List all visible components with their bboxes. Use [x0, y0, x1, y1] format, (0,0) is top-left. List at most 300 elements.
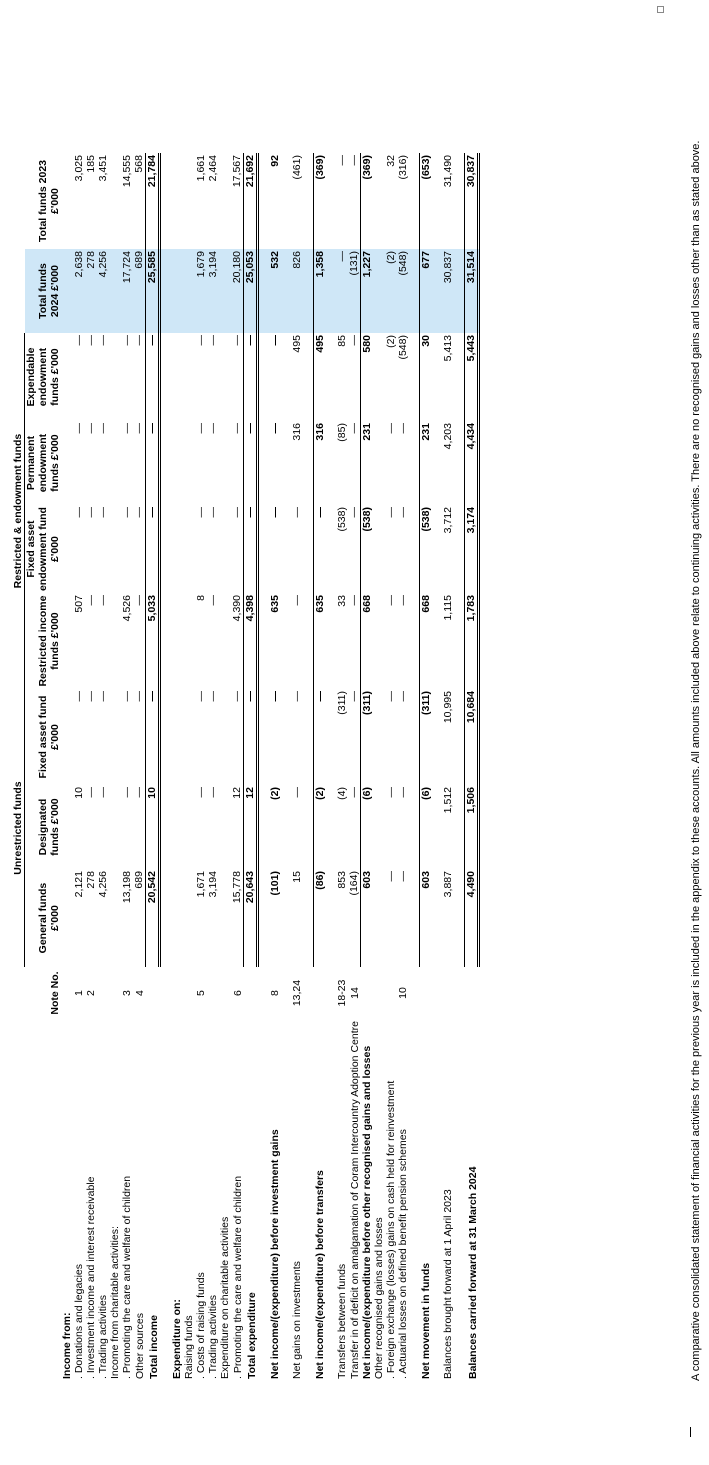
row-label: Net gains on investments: [291, 1261, 303, 1379]
cell-expendable-endow: 85: [336, 335, 348, 347]
cell-designated: [109, 785, 121, 869]
table-row: [219, 153, 231, 1381]
table-row: [121, 153, 133, 1381]
cell-fixed-endow: [109, 505, 121, 593]
cell-fixed-asset: —: [348, 691, 360, 702]
table-row: [465, 153, 479, 1381]
row-note-number: [207, 967, 219, 1019]
cell-total2024: 20,180: [231, 249, 244, 333]
row-label: Balances carried forward at 31 March 2024: [466, 1166, 479, 1379]
cell-permanent-endow: —: [207, 423, 219, 434]
cell-designated: —: [348, 787, 360, 798]
cell-expendable-endow: 580: [361, 333, 374, 421]
cell-restricted-income: —: [291, 595, 303, 606]
cell-designated: —: [121, 787, 133, 798]
cell-total2024: 3,194: [207, 249, 219, 333]
cell-general: [373, 869, 385, 967]
cell-expendable-endow: —: [207, 335, 219, 346]
column-header-restricted-income: Restricted income funds £'000: [37, 595, 61, 687]
table-row: [171, 153, 183, 1381]
row-note-number: [385, 967, 397, 1019]
cell-permanent-endow: [373, 421, 385, 505]
spacer-row: [454, 153, 465, 1381]
cell-total2023: 30,837: [465, 153, 479, 249]
cell-fixed-asset: 10,995: [442, 691, 454, 724]
row-label: Income from charitable activities:: [109, 1226, 121, 1379]
cell-total2023: 17,567: [231, 155, 243, 188]
cell-general: 15,778: [231, 871, 243, 904]
cell-total2024: (548): [397, 249, 409, 333]
table-row: [442, 153, 454, 1381]
cell-expendable-endow: —: [195, 335, 207, 346]
row-note-number: [244, 967, 258, 1019]
cell-fixed-asset: —: [385, 691, 397, 702]
row-note-number: [97, 967, 109, 1019]
cell-fixed-endow: —: [231, 507, 243, 518]
cell-fixed-asset: —: [291, 691, 303, 702]
cell-general: 2,121: [73, 871, 85, 898]
cell-total2023: 568: [133, 155, 145, 173]
cell-permanent-endow: —: [397, 423, 409, 434]
row-label: Transfers between funds: [336, 1263, 348, 1379]
row-note-number: 13,24: [291, 979, 303, 1007]
cell-designated: —: [207, 787, 219, 798]
cell-fixed-asset: —: [231, 691, 243, 702]
row-label: Transfer in of deficit on amalgamation of Coram Intercountry Adoption Centre: [348, 1021, 361, 1379]
row-label: Total expenditure: [245, 1292, 258, 1379]
cell-total2024: [373, 249, 385, 333]
cell-designated: (4): [336, 787, 348, 800]
cell-general: [171, 869, 183, 967]
cell-designated: [183, 785, 195, 869]
row-note-number: [314, 967, 327, 1019]
corner-marker: [657, 6, 664, 13]
cell-expendable-endow: 495: [314, 333, 327, 421]
cell-fixed-asset: —: [85, 691, 97, 702]
cell-designated: 10: [146, 785, 160, 869]
row-label: Income from:: [61, 1312, 73, 1379]
cell-fixed-asset: [61, 689, 73, 785]
cell-fixed-endow: (538): [361, 505, 374, 593]
row-note-number: [465, 967, 479, 1019]
cell-fixed-endow: 3,174: [465, 505, 479, 593]
cell-designated: (6): [361, 785, 374, 869]
cell-total2023: 31,490: [442, 155, 454, 188]
cell-restricted-income: 4,390: [231, 595, 243, 622]
row-label: Total income: [147, 1315, 160, 1379]
row-label: Expenditure on:: [171, 1299, 183, 1379]
cell-restricted-income: 4,526: [121, 595, 133, 622]
cell-restricted-income: —: [207, 595, 219, 606]
cell-total2024: [61, 249, 73, 333]
cell-total2024: [219, 249, 231, 333]
cell-fixed-asset: —: [207, 691, 219, 702]
cell-total2023: (369): [361, 153, 374, 249]
cell-total2024: 1,227: [361, 249, 374, 333]
cell-restricted-income: [61, 593, 73, 689]
cell-total2023: [373, 153, 385, 249]
statement-of-financial-activities-table: [10, 153, 480, 1381]
spacer-row: [409, 153, 420, 1381]
cell-expendable-endow: —: [231, 335, 243, 346]
column-header-label: [25, 1019, 62, 1381]
cell-fixed-endow: —: [244, 505, 258, 593]
cell-fixed-endow: —: [348, 507, 360, 518]
row-label: . Promoting the care and welfare of children: [121, 1175, 133, 1379]
cell-general: [219, 869, 231, 967]
cell-fixed-asset: —: [314, 689, 327, 785]
row-label: . Costs of raising funds: [195, 1272, 207, 1379]
cell-fixed-endow: [219, 505, 231, 593]
table-row: [231, 153, 244, 1381]
row-label: . Trading activities: [207, 1294, 219, 1379]
cell-general: (101): [269, 871, 281, 896]
cell-total2024: 689: [133, 249, 146, 333]
row-note-number: [420, 967, 433, 1019]
cell-general: —: [385, 871, 397, 882]
row-note-number: [361, 967, 374, 1019]
cell-general: [61, 869, 73, 967]
cell-fixed-asset: (311): [420, 689, 433, 785]
cell-restricted-income: 8: [195, 595, 207, 601]
cell-total2024: 30,837: [442, 249, 454, 333]
cell-fixed-endow: —: [195, 507, 207, 518]
table-row: [85, 153, 97, 1381]
cell-total2023: —: [336, 155, 348, 166]
cell-permanent-endow: 231: [420, 421, 433, 505]
cell-general: 13,198: [121, 871, 133, 904]
cell-total2023: 32: [385, 155, 397, 167]
cell-fixed-asset: [219, 689, 231, 785]
cell-fixed-endow: [373, 505, 385, 593]
group-header-row: [10, 153, 25, 1381]
cell-permanent-endow: —: [231, 423, 243, 434]
cell-total2024: 25,585: [146, 249, 160, 333]
table-row: [361, 153, 374, 1381]
spacer-row: [326, 153, 336, 1381]
table-row: [397, 153, 409, 1381]
cell-designated: [171, 785, 183, 869]
cell-restricted-income: [183, 593, 195, 689]
cell-designated: (2): [314, 785, 327, 869]
row-note-number: 6: [231, 990, 244, 996]
cell-designated: —: [397, 787, 409, 798]
cell-permanent-endow: [219, 421, 231, 505]
cell-total2023: 2,464: [207, 155, 219, 182]
cell-fixed-endow: —: [314, 505, 327, 593]
cell-restricted-income: —: [97, 595, 109, 606]
cell-total2023: [183, 153, 195, 249]
row-label: . Foreign exchange (losses) gains on cash held for reinvestment: [385, 1080, 397, 1379]
cell-general: —: [397, 871, 409, 882]
column-header-designated: Designated funds £'000: [37, 798, 61, 856]
row-label: . Trading activities: [97, 1294, 109, 1379]
cell-total2023: —: [348, 155, 360, 166]
cell-general: 853: [336, 871, 348, 889]
cell-total2023: (369): [314, 153, 327, 249]
cell-permanent-endow: [109, 421, 121, 505]
cell-fixed-asset: (311): [336, 691, 348, 715]
row-label: Net income/(expenditure) before investment gains: [269, 1129, 281, 1379]
cell-permanent-endow: 4,434: [465, 421, 479, 505]
cell-restricted-income: [219, 593, 231, 689]
row-note-number: [442, 967, 454, 1019]
column-header-total2023: Total funds 2023 £'000: [37, 160, 61, 243]
cell-total2024: 25,053: [244, 249, 258, 333]
cell-total2024: [171, 249, 183, 333]
cell-permanent-endow: —: [348, 423, 360, 434]
cell-restricted-income: —: [397, 595, 409, 606]
cell-permanent-endow: [171, 421, 183, 505]
cell-expendable-endow: —: [73, 335, 85, 346]
row-label: . Promoting the care and welfare of children: [231, 1175, 244, 1379]
cell-general: [109, 869, 121, 967]
cell-designated: —: [133, 787, 145, 798]
row-note-number: 14: [348, 987, 361, 999]
cell-fixed-asset: (311): [361, 689, 374, 785]
cell-permanent-endow: —: [195, 423, 207, 434]
cell-total2024: 1,358: [314, 249, 327, 333]
table-row: [207, 153, 219, 1381]
cell-total2024: 278: [85, 249, 97, 333]
cell-designated: 10: [73, 787, 85, 799]
table-row: [73, 153, 85, 1381]
cell-designated: —: [85, 787, 97, 798]
table-body: [61, 153, 479, 1381]
group-unrestricted-funds: Unrestricted funds: [10, 689, 25, 967]
cell-expendable-endow: [183, 333, 195, 421]
cell-expendable-endow: —: [269, 335, 281, 346]
cell-general: 20,643: [244, 869, 258, 967]
cell-expendable-endow: —: [121, 335, 133, 346]
cell-general: 603: [420, 869, 433, 967]
cell-restricted-income: 4,398: [244, 593, 258, 689]
row-note-number: [171, 967, 183, 1019]
row-label: Other sources: [133, 1313, 146, 1379]
cell-restricted-income: 507: [73, 595, 85, 613]
column-header-fixed-asset: Fixed asset fund £'000: [37, 695, 61, 779]
cell-expendable-endow: 30: [420, 333, 433, 421]
cell-fixed-asset: [183, 689, 195, 785]
cell-total2023: 21,784: [146, 153, 160, 249]
cell-restricted-income: 33: [336, 595, 348, 607]
cell-restricted-income: 635: [269, 595, 281, 613]
cell-restricted-income: 1,115: [442, 595, 454, 621]
cell-total2023: 1,661: [195, 155, 207, 182]
table-row: [133, 153, 146, 1381]
cell-general: 3,887: [442, 871, 454, 898]
cell-general: 1,671: [195, 871, 207, 898]
cell-restricted-income: 668: [361, 593, 374, 689]
cell-total2024: [109, 249, 121, 333]
cell-fixed-asset: 10,684: [465, 689, 479, 785]
cell-fixed-endow: —: [133, 507, 145, 518]
cell-designated: —: [291, 787, 303, 798]
cell-fixed-endow: —: [73, 507, 85, 518]
column-header-note: Note No.: [49, 971, 61, 1015]
cell-total2023: [61, 153, 73, 249]
cell-restricted-income: —: [133, 595, 145, 606]
cell-restricted-income: —: [85, 595, 97, 606]
row-label: . Investment income and interest receivable: [85, 1176, 97, 1379]
cell-expendable-endow: —: [146, 333, 160, 421]
table-row: [385, 153, 397, 1381]
cell-total2023: 92: [269, 155, 281, 167]
cell-restricted-income: 1,783: [465, 593, 479, 689]
cell-total2024: —: [336, 249, 348, 333]
cell-total2024: 1,679: [195, 249, 207, 333]
cell-expendable-endow: [373, 333, 385, 421]
cell-total2023: 3,025: [73, 155, 85, 182]
cell-general: 20,542: [146, 869, 160, 967]
cell-general: 278: [85, 871, 97, 889]
cell-fixed-endow: —: [146, 505, 160, 593]
row-note-number: [146, 967, 160, 1019]
cell-expendable-endow: —: [97, 335, 109, 346]
cell-restricted-income: [373, 593, 385, 689]
cell-designated: [373, 785, 385, 869]
cell-general: [183, 869, 195, 967]
row-note-number: 1: [73, 990, 85, 996]
row-note-number: 10: [397, 987, 409, 999]
cell-fixed-asset: —: [97, 691, 109, 702]
table-row: [373, 153, 385, 1381]
cell-general: 603: [361, 869, 374, 967]
cell-fixed-endow: —: [121, 507, 133, 518]
cell-permanent-endow: —: [121, 423, 133, 434]
cell-designated: —: [195, 787, 207, 798]
cell-total2023: 185: [85, 155, 97, 173]
cell-fixed-endow: [171, 505, 183, 593]
cell-expendable-endow: (2): [385, 335, 397, 348]
cell-expendable-endow: —: [348, 335, 360, 346]
cell-fixed-asset: —: [133, 691, 145, 702]
cell-fixed-asset: [171, 689, 183, 785]
cell-total2024: [183, 249, 195, 333]
cell-total2024: (2): [385, 249, 397, 333]
cell-permanent-endow: 316: [291, 423, 303, 441]
cell-fixed-endow: —: [269, 507, 281, 518]
table-row: [244, 153, 258, 1381]
cell-fixed-asset: [109, 689, 121, 785]
cell-general: 15: [291, 871, 303, 883]
cell-total2024: 2,638: [73, 249, 85, 333]
cell-restricted-income: [171, 593, 183, 689]
cell-designated: (6): [420, 785, 433, 869]
cell-total2023: (653): [420, 153, 433, 249]
cell-total2024: 677: [420, 249, 433, 333]
cell-fixed-endow: —: [397, 507, 409, 518]
cell-permanent-endow: —: [269, 423, 281, 434]
table-row: [183, 153, 195, 1381]
cell-designated: [219, 785, 231, 869]
footnote: A comparative consolidated statement of financial activities for the previous year is included in the appendix to these accounts. All amounts included above relate to continuing activities. There are no recognised gains and losses other than as stated above.: [690, 140, 702, 1381]
row-label: . Actuarial losses on defined benefit pension schemes: [397, 1129, 409, 1379]
cell-permanent-endow: 231: [361, 421, 374, 505]
cell-fixed-endow: —: [85, 507, 97, 518]
table-row: [348, 153, 361, 1381]
cell-designated: 1,512: [442, 787, 454, 814]
table-row: [314, 153, 327, 1381]
cell-designated: —: [385, 787, 397, 798]
cell-general: (164): [348, 871, 360, 896]
cell-total2023: 3,451: [97, 155, 109, 182]
cell-general: 4,256: [97, 871, 109, 898]
cell-expendable-endow: 495: [291, 335, 303, 353]
cell-expendable-endow: [219, 333, 231, 421]
cell-fixed-endow: [61, 505, 73, 593]
cell-permanent-endow: —: [85, 423, 97, 434]
cell-total2023: (461): [291, 155, 303, 180]
table-row: [420, 153, 433, 1381]
row-label: Net income/(expenditure before other recognised gains and losses: [361, 1045, 373, 1379]
cell-permanent-endow: —: [385, 423, 397, 434]
table-row: [336, 153, 348, 1381]
row-label: . Donations and legacies: [73, 1264, 85, 1379]
cell-total2024: 826: [291, 249, 303, 333]
column-header-row: [25, 153, 62, 1381]
row-label: Net income/(expenditure) before transfers: [314, 1170, 326, 1379]
cell-restricted-income: —: [385, 595, 397, 606]
cell-fixed-asset: —: [269, 691, 281, 702]
spacer-row: [281, 153, 291, 1381]
cell-fixed-asset: —: [121, 691, 133, 702]
cell-total2024: 31,514: [465, 249, 479, 333]
row-note-number: 5: [195, 990, 207, 996]
cell-permanent-endow: —: [244, 421, 258, 505]
cell-expendable-endow: —: [133, 335, 145, 346]
table-row: [109, 153, 121, 1381]
cell-designated: 12: [231, 787, 243, 799]
row-note-number: 4: [133, 990, 146, 996]
cell-fixed-asset: —: [397, 691, 409, 702]
cell-permanent-endow: —: [133, 423, 145, 434]
spacer-row: [432, 153, 442, 1381]
cell-total2023: [219, 153, 231, 249]
table-row: [195, 153, 207, 1381]
cell-fixed-asset: —: [146, 689, 160, 785]
cell-fixed-asset: —: [73, 691, 85, 702]
cell-fixed-asset: —: [244, 689, 258, 785]
cell-expendable-endow: (548): [397, 335, 409, 360]
cell-general: 3,194: [207, 871, 219, 898]
cell-fixed-endow: —: [97, 507, 109, 518]
cell-total2024: (131): [348, 249, 361, 333]
cell-total2024: 17,724: [121, 249, 133, 333]
table-row: [146, 153, 160, 1381]
cell-designated: 12: [244, 785, 258, 869]
cell-general: 689: [133, 871, 145, 889]
column-header-fixed-endow: Fixed asset endowment fund £'000: [25, 507, 61, 592]
row-note-number: [109, 967, 121, 1019]
row-note-number: [219, 967, 231, 1019]
cell-restricted-income: 668: [420, 593, 433, 689]
row-label: Other recognised gains and losses: [373, 1217, 385, 1379]
cell-expendable-endow: [109, 333, 121, 421]
row-note-number: 2: [85, 990, 97, 996]
cell-restricted-income: [109, 593, 121, 689]
cell-designated: —: [97, 787, 109, 798]
cell-fixed-endow: [183, 505, 195, 593]
table-row: [97, 153, 109, 1381]
cell-permanent-endow: [61, 421, 73, 505]
cell-fixed-asset: [373, 689, 385, 785]
cell-permanent-endow: —: [97, 423, 109, 434]
cell-designated: 1,506: [465, 785, 479, 869]
cell-permanent-endow: [183, 421, 195, 505]
row-note-number: 18-23: [336, 979, 348, 1007]
cell-permanent-endow: —: [73, 423, 85, 434]
